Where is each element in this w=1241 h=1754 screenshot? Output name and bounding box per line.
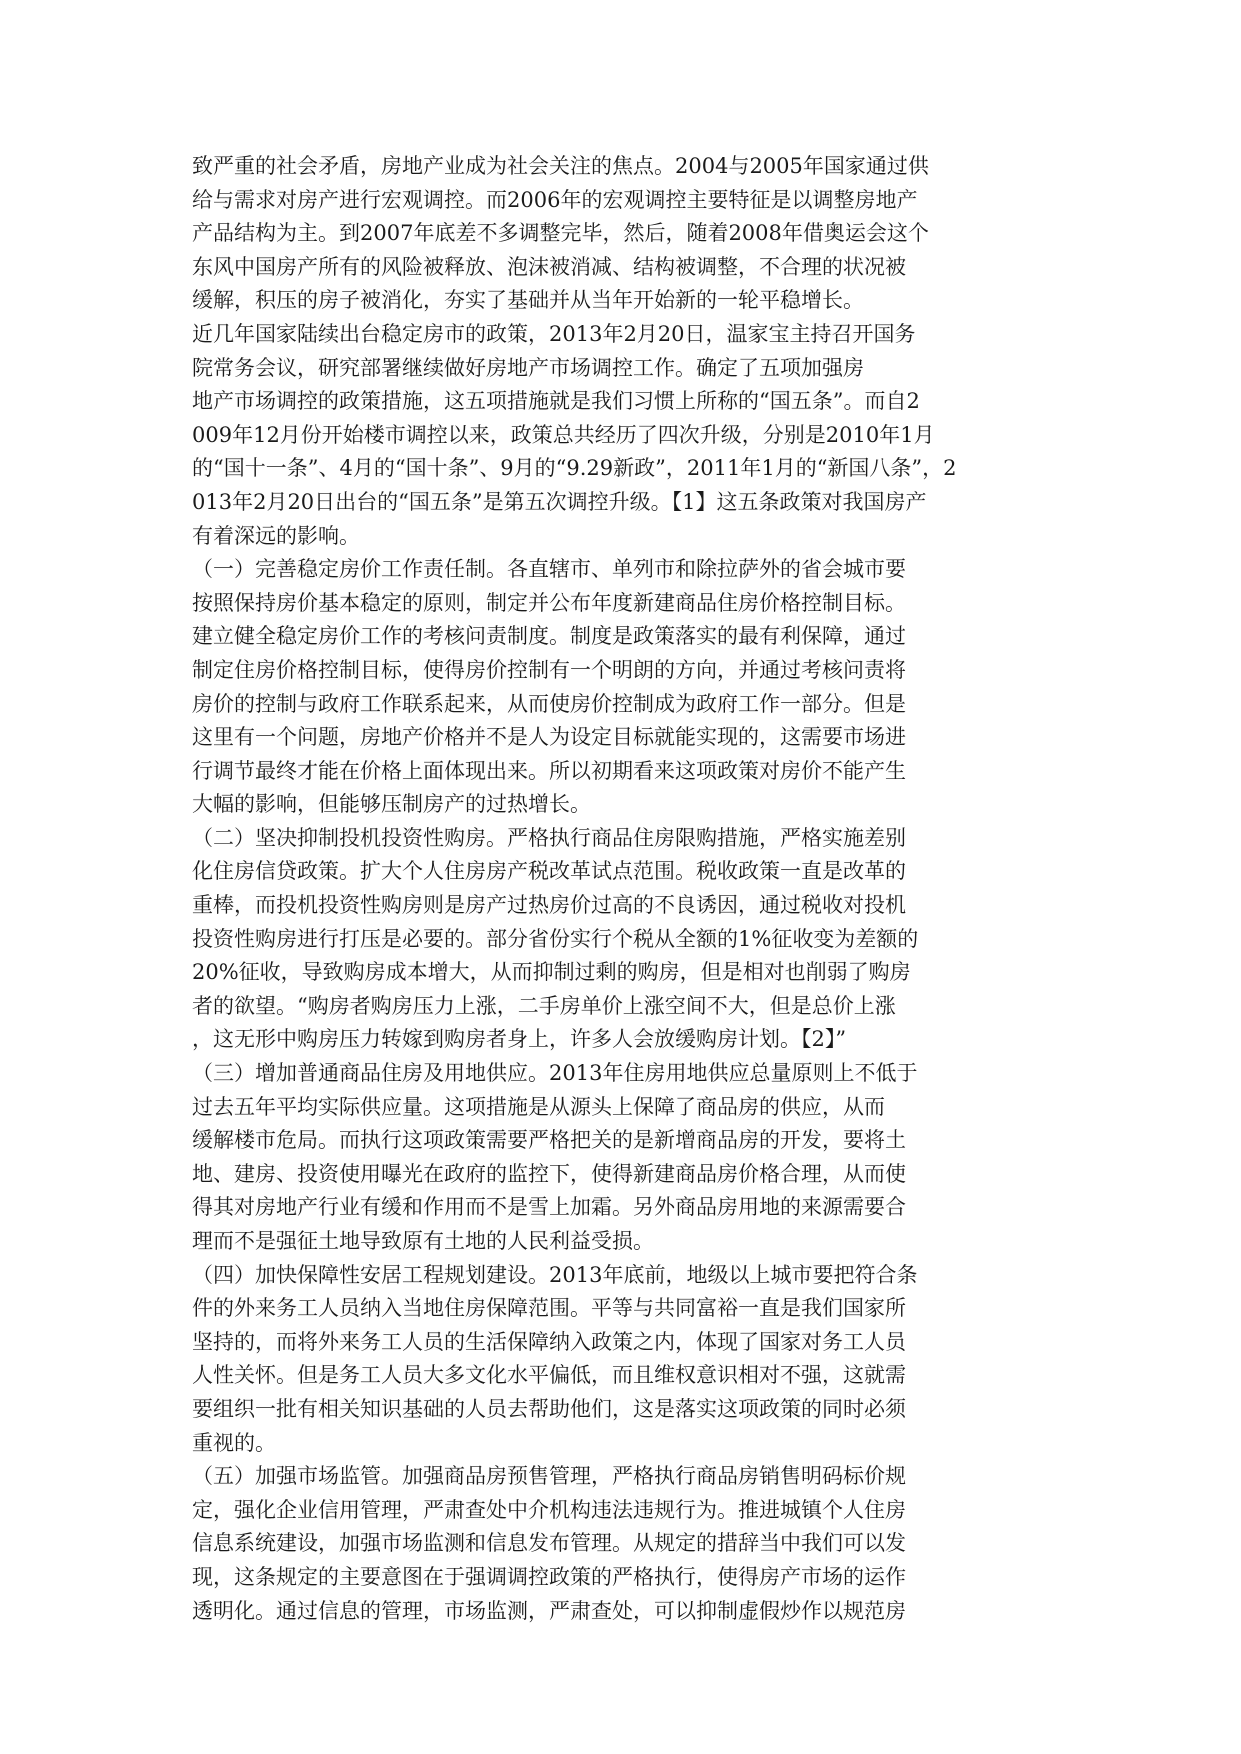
text-line: 近几年国家陆续出台稳定房市的政策，2013年2月20日，温家宝主持召开国务	[192, 321, 916, 346]
text-line: 现，这条规定的主要意图在于强调调控政策的严格执行，使得房产市场的运作	[192, 1564, 906, 1589]
text-line: 件的外来务工人员纳入当地住房保障范围。平等与共同富裕一直是我们国家所	[192, 1296, 906, 1321]
text-line: 行调节最终才能在价格上面体现出来。所以初期看来这项政策对房价不能产生	[192, 758, 906, 783]
text-line: 东风中国房产所有的风险被释放、泡沫被消减、结构被调整，不合理的状况被	[192, 254, 906, 279]
text-line: 的“国十一条”、4月的“国十条”、9月的“9.29新政”，2011年1月的“新国八条”，2	[192, 456, 957, 481]
text-line: 得其对房地产行业有缓和作用而不是雪上加霜。另外商品房用地的来源需要合	[192, 1195, 906, 1220]
text-line: 地产市场调控的政策措施，这五项措施就是我们习惯上所称的“国五条”。而自2	[192, 389, 920, 414]
text-line: 信息系统建设，加强市场监测和信息发布管理。从规定的措辞当中我们可以发	[192, 1531, 906, 1556]
text-line: （五）加强市场监管。加强商品房预售管理，严格执行商品房销售明码标价规	[192, 1464, 906, 1489]
text-line: 化住房信贷政策。扩大个人住房房产税改革试点范围。税收政策一直是改革的	[192, 859, 906, 884]
text-line: 产品结构为主。到2007年底差不多调整完毕，然后，随着2008年借奥运会这个	[192, 221, 929, 246]
text-line: 致严重的社会矛盾，房地产业成为社会关注的焦点。2004与2005年国家通过供	[192, 154, 929, 178]
text-line: 按照保持房价基本稳定的原则，制定并公布年度新建商品住房价格控制目标。	[192, 590, 906, 615]
text-line: 重视的。	[192, 1430, 276, 1455]
text-line: 理而不是强征土地导致原有土地的人民利益受损。	[192, 1229, 654, 1253]
text-line: 定，强化企业信用管理，严肃查处中介机构违法违规行为。推进城镇个人住房	[192, 1497, 906, 1522]
text-line: 人性关怀。但是务工人员大多文化水平偏低，而且维权意识相对不强，这就需	[192, 1363, 906, 1388]
text-line: 房价的控制与政府工作联系起来，从而使房价控制成为政府工作一部分。但是	[192, 691, 906, 716]
text-line: （三）增加普通商品住房及用地供应。2013年住房用地供应总量原则上不低于	[192, 1061, 918, 1086]
text-line: （二）坚决抑制投机投资性购房。严格执行商品住房限购措施，严格实施差别	[192, 825, 906, 850]
text-line: 院常务会议，研究部署继续做好房地产市场调控工作。确定了五项加强房	[192, 355, 864, 380]
text-line: 有着深远的影响。	[192, 523, 360, 548]
text-line: 过去五年平均实际供应量。这项措施是从源头上保障了商品房的供应，从而	[192, 1094, 885, 1119]
text-line: 投资性购房进行打压是必要的。部分省份实行个税从全额的1%征收变为差额的	[192, 926, 919, 951]
text-line: 缓解楼市危局。而执行这项政策需要严格把关的是新增商品房的开发，要将土	[192, 1128, 906, 1153]
text-line: 20%征收，导致购房成本增大，从而抑制过剩的购房，但是相对也削弱了购房	[192, 960, 911, 985]
text-line: 大幅的影响，但能够压制房产的过热增长。	[192, 792, 591, 817]
text-line: 缓解，积压的房子被消化，夯实了基础并从当年开始新的一轮平稳增长。	[192, 288, 864, 313]
text-line: （四）加快保障性安居工程规划建设。2013年底前，地级以上城市要把符合条	[192, 1262, 918, 1287]
text-line: （一）完善稳定房价工作责任制。各直辖市、单列市和除拉萨外的省会城市要	[192, 557, 906, 582]
text-line: 建立健全稳定房价工作的考核问责制度。制度是政策落实的最有利保障，通过	[192, 624, 906, 649]
text-line: 者的欲望。“购房者购房压力上涨，二手房单价上涨空间不大，但是总价上涨	[192, 993, 896, 1018]
text-line: 地、建房、投资使用曝光在政府的监控下，使得新建商品房价格合理，从而使	[192, 1161, 906, 1186]
text-line: 透明化。通过信息的管理，市场监测，严肃查处，可以抑制虚假炒作以规范房	[192, 1598, 906, 1623]
text-line: 要组织一批有相关知识基础的人员去帮助他们，这是落实这项政策的同时必须	[192, 1396, 906, 1421]
text-line: 这里有一个问题，房地产价格并不是人为设定目标就能实现的，这需要市场进	[192, 725, 906, 750]
text-line: 给与需求对房产进行宏观调控。而2006年的宏观调控主要特征是以调整房地产	[192, 187, 918, 212]
text-line: 坚持的，而将外来务工人员的生活保障纳入政策之内，体现了国家对务工人员	[192, 1329, 906, 1354]
text-line: 009年12月份开始楼市调控以来，政策总共经历了四次升级，分别是2010年1月	[192, 422, 935, 447]
text-line: 制定住房价格控制目标，使得房价控制有一个明朗的方向，并通过考核问责将	[192, 657, 906, 682]
document-body	[192, 150, 1052, 1628]
text-line: ，这无形中购房压力转嫁到购房者身上，许多人会放缓购房计划。【2】”	[192, 1027, 847, 1052]
text-line: 013年2月20日出台的“国五条”是第五次调控升级。【1】这五条政策对我国房产	[192, 489, 927, 514]
text-line: 重棒，而投机投资性购房则是房产过热房价过高的不良诱因，通过税收对投机	[192, 893, 906, 918]
